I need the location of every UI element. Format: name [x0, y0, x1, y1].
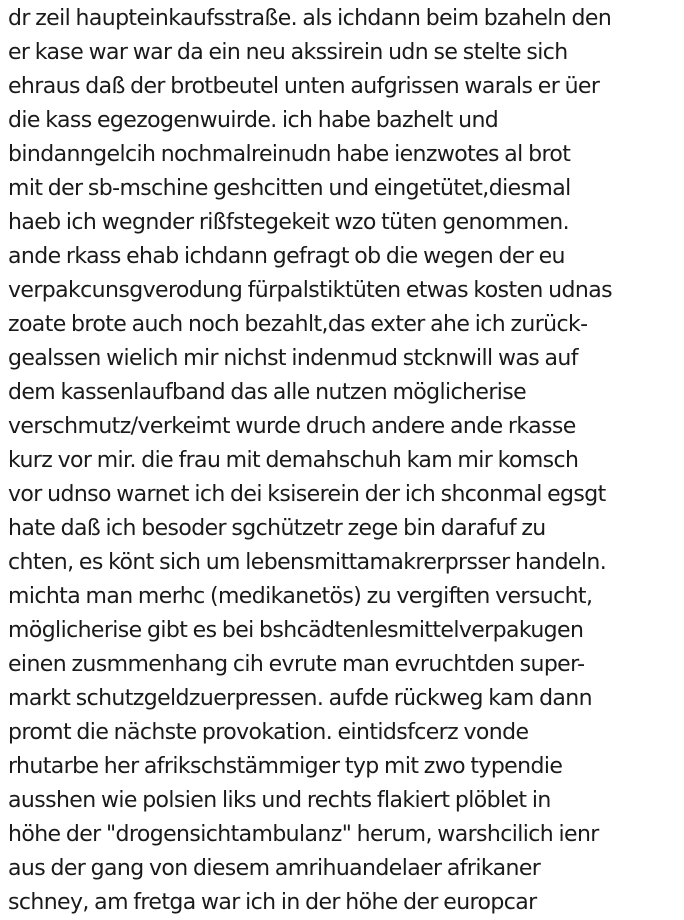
- text-line-22: promt die nächste provokation. eintidsfcerz vonde: [8, 720, 529, 745]
- text-line-4: die kass egezogenwuirde. ich habe bazhelt und: [8, 108, 499, 133]
- text-line-25: höhe der "drogensichtambulanz" herum, warshcilich ienr: [8, 822, 599, 847]
- text-line-16: hate daß ich besoder sgchützetr zege bin darafuf zu: [8, 516, 546, 541]
- text-line-27: schney, am fretga war ich in der höhe der europcar: [8, 890, 537, 915]
- text-line-24: ausshen wie polsien liks und rechts flakiert plöblet in: [8, 788, 551, 813]
- text-line-23: rhutarbe her afrikschstämmiger typ mit zwo typendie: [8, 754, 563, 779]
- text-line-7: haeb ich wegnder rißfstegekeit wzo tüten genommen.: [8, 210, 570, 235]
- text-line-12: dem kassenlaufband das alle nutzen möglicherise: [8, 380, 527, 405]
- text-line-13: verschmutz/verkeimt wurde druch andere ande rkasse: [8, 414, 576, 439]
- text-line-9: verpakcunsgverodung fürpalstiktüten etwas kosten udnas: [8, 278, 612, 303]
- text-line-1: dr zeil haupteinkaufsstraße. als ichdann beim bzaheln den: [8, 6, 612, 31]
- text-line-8: ande rkass ehab ichdann gefragt ob die wegen der eu: [8, 244, 565, 269]
- text-line-3: ehraus daß der brotbeutel unten aufgrissen warals er üer: [8, 74, 600, 99]
- text-line-2: er kase war war da ein neu akssirein udn se stelte sich: [8, 40, 568, 65]
- text-line-15: vor udnso warnet ich dei ksiserein der ich shconmal egsgt: [8, 482, 606, 507]
- text-line-18: michta man merhc (medikanetös) zu vergiften versucht,: [8, 584, 593, 609]
- text-line-11: gealssen wielich mir nichst indenmud stcknwill was auf: [8, 346, 578, 371]
- text-line-6: mit der sb-mschine geshcitten und eingetütet,diesmal: [8, 176, 571, 201]
- text-line-26: aus der gang von diesem amrihuandelaer afrikaner: [8, 856, 541, 881]
- text-line-21: markt schutzgeldzuerpressen. aufde rückweg kam dann: [8, 686, 592, 711]
- text-line-19: möglicherise gibt es bei bshcädtenlesmittelverpakugen: [8, 618, 584, 643]
- text-line-20: einen zusmmenhang cih evrute man evruchtden super-: [8, 652, 585, 677]
- document-text: [8, 2, 684, 920]
- text-line-10: zoate brote auch noch bezahlt,das exter ahe ich zurück-: [8, 312, 588, 337]
- text-line-17: chten, es könt sich um lebensmittamakrerprsser handeln.: [8, 550, 607, 575]
- text-line-14: kurz vor mir. die frau mit demahschuh kam mir komsch: [8, 448, 579, 473]
- text-line-5: bindanngelcih nochmalreinudn habe ienzwotes al brot: [8, 142, 571, 167]
